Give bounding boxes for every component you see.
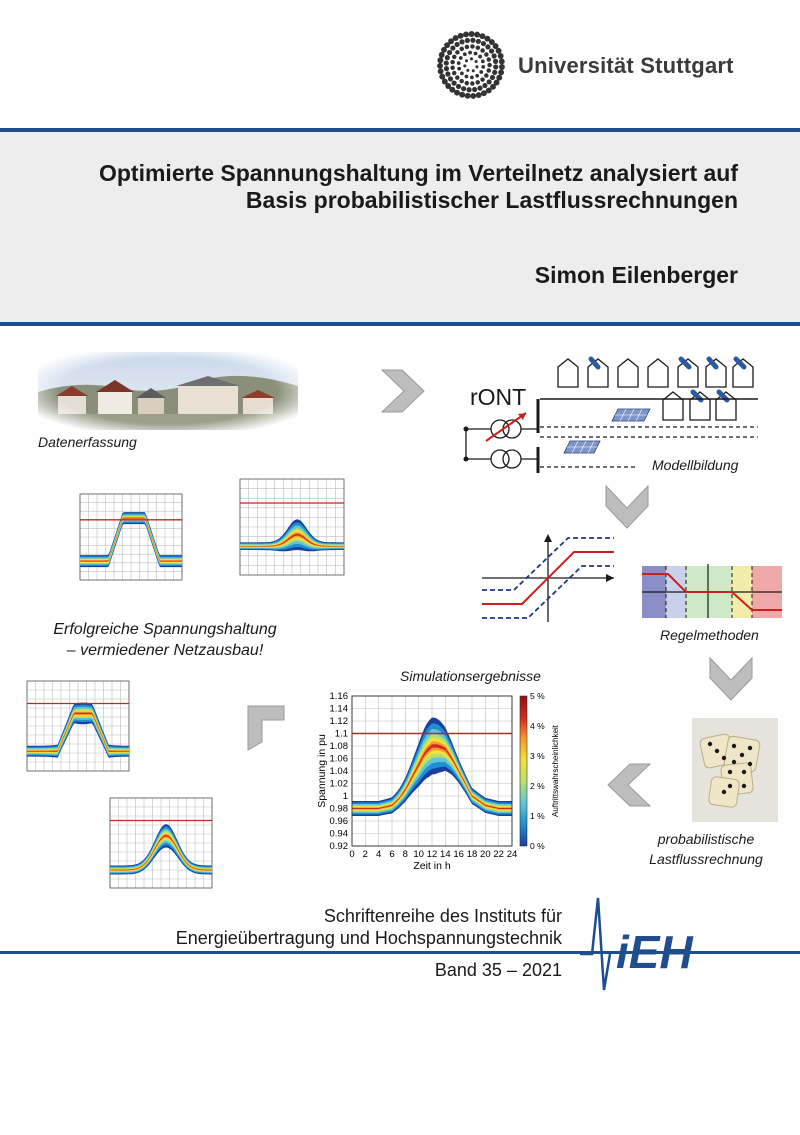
chevron-down-icon: [604, 484, 650, 530]
ront-label: rONT: [470, 384, 527, 410]
dice-photo: [692, 718, 778, 822]
caption-prob-load-flow: probabilistische Lastflussrechnung: [649, 831, 763, 867]
chevron-down-icon: [708, 656, 754, 702]
x-tick-label: 6: [389, 849, 395, 860]
y-tick-label: 0.96: [329, 816, 348, 827]
y-axis-label: Spannung in pu: [316, 734, 328, 808]
x-tick-label: 12: [426, 849, 438, 860]
y-tick-label: 1.1: [334, 728, 348, 740]
caption-simulation-results: Simulationsergebnisse: [400, 668, 541, 684]
x-tick-label: 14: [440, 849, 451, 860]
university-seal-icon: [436, 30, 506, 100]
colorbar: [520, 696, 527, 846]
y-tick-label: 1.12: [329, 716, 348, 727]
y-tick-label: 1: [342, 791, 348, 802]
x-axis-label: Zeit in h: [413, 860, 451, 872]
heatmap-thumbnail: [78, 492, 184, 582]
author-name: Simon Eilenberger: [534, 262, 738, 288]
y-tick-label: 1.04: [329, 766, 348, 777]
caption-success: Erfolgreiche Spannungshaltung – vermiedener Netzausbau!: [53, 621, 277, 659]
ieh-logo-text: iEH: [616, 926, 693, 978]
y-tick-label: 0.94: [329, 828, 348, 840]
x-tick-label: 18: [466, 849, 478, 860]
x-tick-label: 16: [453, 849, 464, 860]
heatmap-thumbnail: [25, 679, 131, 773]
colorbar-tick-label: 2 %: [530, 781, 545, 791]
university-name: Universität Stuttgart: [518, 53, 734, 78]
x-tick-label: 22: [493, 849, 504, 860]
x-tick-label: 2: [362, 849, 368, 860]
colorbar-tick-label: 5 %: [530, 691, 545, 701]
title-band-rule: [0, 322, 800, 326]
colorbar-tick-label: 4 %: [530, 721, 545, 731]
y-tick-label: 1.14: [329, 703, 348, 715]
heatmap-thumbnail: [108, 796, 214, 890]
y-tick-label: 0.92: [329, 841, 348, 852]
chevron-right-icon: [380, 368, 426, 414]
simulation-heatmap-chart: [312, 686, 568, 878]
x-tick-label: 0: [349, 849, 355, 860]
control-bands-diagram: [642, 562, 782, 620]
x-tick-label: 10: [413, 849, 424, 860]
caption-modelling: Modellbildung: [652, 457, 739, 473]
heatmap-thumbnail: [238, 477, 346, 577]
ieh-logo: [580, 894, 740, 994]
y-tick-label: 1.08: [329, 741, 348, 752]
caption-data-collection: Datenerfassung: [38, 434, 137, 450]
chevron-up-left-icon: [244, 702, 294, 752]
colorbar-tick-label: 1 %: [530, 811, 545, 821]
book-title: Optimierte Spannungshaltung im Verteilnetz analysiert auf Basis probabilistischer Lastflussrechnungen: [98, 160, 738, 213]
caption-control-methods: Regelmethoden: [660, 627, 759, 643]
y-tick-label: 1.16: [329, 691, 348, 702]
colorbar-label: Auftrittswahrscheinlichkeit: [551, 724, 560, 818]
village-photo: [38, 352, 298, 430]
x-tick-label: 24: [506, 849, 518, 860]
series-name: Schriftenreihe des Instituts für Energieübertragung und Hochspannungstechnik: [175, 906, 562, 948]
y-tick-label: 1.02: [329, 778, 348, 790]
colorbar-tick-label: 0 %: [530, 841, 545, 851]
control-characteristic-diagram: [478, 532, 618, 624]
x-tick-label: 20: [480, 849, 491, 860]
volume-number: Band 35 – 2021: [434, 960, 562, 980]
y-tick-label: 1.06: [329, 753, 348, 765]
x-tick-label: 4: [376, 849, 382, 860]
colorbar-tick-label: 3 %: [530, 751, 545, 761]
x-tick-label: 8: [402, 849, 408, 860]
y-tick-label: 0.98: [329, 803, 348, 815]
chevron-left-icon: [606, 762, 652, 808]
